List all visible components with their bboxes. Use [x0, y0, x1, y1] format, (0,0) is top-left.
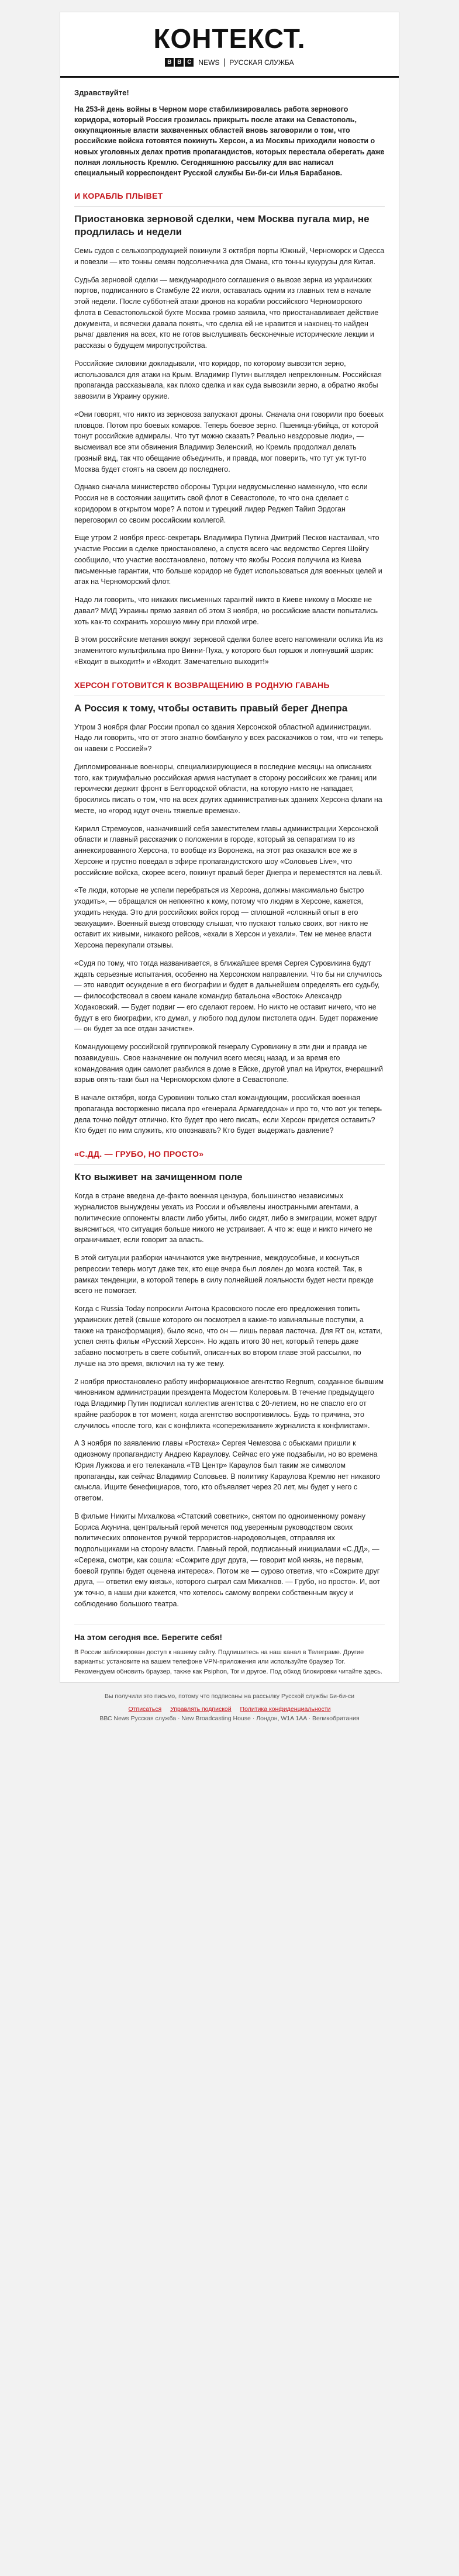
story-paragraph: Надо ли говорить, что никаких письменных гарантий никто в Киеве никому в Москве не давал? МИД Украины прямо заявил об этом 3 ноября, но российские власти попытались хоть как-то сохранить хорошую мину при плохой игре.	[74, 596, 378, 626]
story-paragraph: Когда с Russia Today попросили Антона Красовского после его предложения топить украинских детей (свыше которого он посмотрел в какие-то извиняльные поступки, а также на трансформация), было ясно, что он — лишь первая ласточка. Для RT он, кстати, успел снять фильм «Русский Херсон». Но ждать итого 30 нет, который теперь даже забавно посмотреть в свете событий, описанных во втором главе этой рассылки, по лучше на это время, включил на ту же тему.	[74, 1305, 382, 1368]
greeting: Здравствуйте!	[74, 88, 129, 97]
story-paragraph: Командующему российской группировкой генералу Суровикину в эти дни и правда не позавидуешь. Свое назначение он получил всего месяц назад, и за время его командования один самолет разбился в доме в Ейске, другой упал на Иркутск, вчерашний взрыв опять-таки был на Черноморском флоте в Севастополе.	[74, 1043, 384, 1084]
newsletter-body	[60, 78, 399, 1682]
closing-title: На этом сегодня все. Берегите себя!	[74, 1632, 223, 1642]
section-kicker: И КОРАБЛЬ ПЛЫВЕТ	[74, 191, 163, 200]
brand-separator	[224, 58, 225, 67]
footer-links	[60, 1705, 399, 1714]
section-kicker: «С.ДД. — ГРУБО, НО ПРОСТО»	[74, 1149, 204, 1159]
postal-address: ВВС News Русская служба · New Broadcasting House · Лондон, W1A 1AA · Великобритания	[99, 1714, 360, 1722]
bbc-subbrand	[74, 58, 385, 67]
email-footer	[60, 1692, 399, 1723]
bbc-logo-icon	[165, 58, 194, 67]
story-paragraph: В начале октября, когда Суровикин только стал командующим, российская военная пропаганда восторженно писала про «генерала Армагеддона» и про то, что вот уж теперь дела точно пойдут отлично. Кто будет про него писать, если Херсон придется оставить? Кто будет по ним служить, кто опознавать? Кто будет выдержать давление?	[74, 1094, 382, 1135]
story-paragraph: 2 ноября приостановлено работу информационное агентство Regnum, созданное бывшим чиновником администрации президента Модестом Колеровым. В течение предыдущего года Владимир Путин подписал коллектив агентства с 20-летием, но не спасло его от крайне разборок в тот момент, когда агентство воспротивилось. Будь то причина, это случилось «после того, как с конфликта «сопереживания» журналиста к конфликтам».	[74, 1377, 384, 1430]
story-title: Приостановка зерновой сделки, чем Москва пугала мир, не продлилась и недели	[74, 206, 385, 238]
story-paragraph: Утром 3 ноября флаг России пропал со здания Херсонской областной администрации. Надо ли говорить, что от этого знатно бомбануло у всех рассказчиков о том, что «и теперь он навеки с Россией»?	[74, 722, 383, 753]
privacy-policy-link[interactable]: Политика конфиденциальности	[240, 1705, 331, 1713]
story-paragraph: Еще утром 2 ноября пресс-секретарь Владимира Путина Дмитрий Песков настаивал, что участие России в сделке приостановлено, а спустя всего час ведомство Сергея Шойгу сообщило, что участие восстановлено, потому что якобы Россия получила из Киева письменные гарантии, что больше коридор не будет использоваться для военных целей и атак на Черноморский флот.	[74, 534, 382, 586]
story-title: А Россия к тому, чтобы оставить правый берег Днепра	[74, 696, 385, 715]
story-paragraph: Дипломированные военкоры, специализирующиеся в последние месяцы на описаниях того, как триумфально российская армия наступает в сторону российских же границ или героически держит фронт в Белгородской области, на которую никто не нападает, бросились писать о том, что на всех других административных зданиях Херсона флаги на месте, но «город ждут очень тяжелые времена».	[74, 762, 382, 815]
story-paragraph: В фильме Никиты Михалкова «Статский советник», снятом по одноименному роману Бориса Акунина, центральный герой мечется под уверенным руководством своих политических оппонентов ручкой террористов-народовольцев, отправляя их подпольщиками на сторону власти. Главный герой, подписанный инициалами «С.ДД», — «Сережа, смотри, как сошла: «Сожрите друг друга, — говорит мой князь, не первым, боевой группы будет оценена интереса». Потом же — сурово ответив, что «Сожрите друг друга, — ответил ему князь», которого сыграл сам Михалков. — Грубо, но просто». И, вот уж точно, в наши дни кажется, что хотелось самому вопреки собственным вкусу и соблюдению большого театра.	[74, 1512, 380, 1608]
story-paragraph: «Они говорят, что никто из зерновоза запускают дроны. Сначала они говорили про боевых пловцов. Потом про боевых комаров. Теперь боевое зерно. Пшеница-убийца, от которой тонут российские адмиралы. Что тут можно сказать? Реально нездоровые люди», — высмеивал все эти обвинения Владимир Зеленский, но Кремль продолжал делать грозный вид, так что обещание объединить, и правда, мог поверить, что тут уж тут-то Москва будет стоять на своем до последнего.	[74, 410, 384, 473]
manage-subscription-link[interactable]: Управлять подпиской	[170, 1705, 232, 1713]
access-note: В России заблокирован доступ к нашему сайту. Подпишитесь на наш канал в Телеграме. Другие варианты: установите на вашем телефоне VPN-приложения или используйте браузер Tor. Рекомендуем обновить браузер, также как Psiphon, Tor и другое. Под обход блокировки читайте здесь.	[74, 1648, 382, 1675]
bbc-letter: C	[185, 58, 194, 67]
unsubscribe-link[interactable]: Отписаться	[128, 1705, 162, 1713]
logo-text: КОНТЕКСТ	[153, 23, 298, 54]
bbc-letter: B	[165, 58, 174, 67]
closing-block	[74, 1624, 385, 1677]
story-paragraph: «Те люди, которые не успели перебраться из Херсона, должны максимально быстро уходить», — обращался он непонятно к кому, потому что людям в Херсоне, кажется, уходить некуда. Это для российских войск город — сплошной «сложный опыт в его эвакуации». Военный выезд отовсюду слышат, что пускают только своих, вот никто не оставит их живыми, никакого рейсов, «ехали в Херсон и уехали». Тем не менее власти Херсона перекупали отзывы.	[74, 886, 372, 950]
newsletter-card	[60, 12, 399, 1683]
story-paragraph: Судьба зерновой сделки — международного соглашения о вывозе зерна из украинских портов, подписанного в Стамбуле 22 июля, оставалась одним из главных тем в начале этой недели. После субботней атаки дронов на корабли российского Черноморского флота в Севастопольской бухте Москва громко заявила, что приостанавливает действие документа, и всячески давала понять, что сделка ей не нравится и наконец-то найден рычаг давления на всех, кто не готов выслушивать бесконечные исторические лекции и рассказы о будущем миропустройства.	[74, 275, 379, 350]
story-paragraph: Кирилл Стремоусов, назначивший себя заместителем главы администрации Херсонской области и главный рассказчик о положении в городе, который за сепаратизм то из аннексированного Херсона, то вообще из Воронежа, на этот раз оказался все же в Херсоне и грустно поведал в эфире пропагандистского шоу «Соловьев Live», что российские войска, скорее всего, покинут правый берег Днепра и переместятся на левый.	[74, 824, 382, 877]
lead-paragraph: На 253-й день войны в Черном море стабилизировалась работа зернового коридора, который Россия грозилась прикрыть после атаки на Севастополь, оккупационные власти захваченных областей вновь заговорили о том, что российские войска готовятся покинуть Херсон, а из Москвы приходили новости о новых уголовных делах против пропагандистов, которых перестала оберегать даже полная лояльность Кремлю. Сегодняшнюю рассылку для вас написал специальный корреспондент Русской службы Би-би-си Илья Барабанов.	[74, 105, 385, 177]
story-paragraph: Российские силовики докладывали, что коридор, по которому вывозится зерно, использовался для атаки на Крым. Владимир Путин выглядел непреклонным. Российская пропаганда рассказывала, как плохо сделка и как суда вывозили зерно, а обратно якобы завозили в Украину оружие.	[74, 359, 382, 401]
story-paragraph: В этом российские метания вокруг зерновой сделки более всего напоминали ослика Иа из знаменитого мультфильма про Винни-Пуха, у которого был горшок и лопнувший шарик: «Входит в выходит!» и «Входит. Замечательно выходит!»	[74, 635, 383, 666]
subscription-note: Вы получили это письмо, потому что подписаны на рассылку Русской службы Би-би-си	[104, 1693, 355, 1700]
bbc-letter: B	[175, 58, 184, 67]
logo-dot: .	[297, 23, 306, 54]
story-paragraph: «Судя по тому, что тогда названивается, в ближайшее время Сергея Суровикина будут ждать серьезные испытания, особенно на Херсонском направлении. Что бы ни случилось — это наводит осуждение в его биографии и будет в дальнейшем определять его судьбу, — философствовал в своем канале командир батальона «Восток» Александр Ходаковский. — Будет подвиг — его сделают героем. Но никто не оставит ничего, что не будут в его биографии, кто думал, у любого под дулом пистолета один. Будет поражение — он будет за все отдан зачистке».	[74, 959, 382, 1033]
story-paragraph: А 3 ноября по заявлению главы «Ростеха» Сергея Чемезова с обысками пришли к одиозному пропагандисту Андрею Караулову. Сейчас его уже подзабыли, но во времена Юрия Лужкова и его телеканала «ТВ Центр» Караулов был таким же символом пропаганды, как сейчас Владимир Соловьев. В политику Караулова Кремлю нет никакого смысла. Ищите бенефициаров, того, кто объявляет через 20 лет, мы будет у него с ответом.	[74, 1439, 381, 1502]
news-label: NEWS	[198, 58, 220, 67]
story-paragraph: Когда в стране введена де-факто военная цензура, большинство независимых журналистов вынуждены уехать из России и объявлены иностранными агентами, а политические оппоненты власти либо убиты, либо сидят, либо в эмиграции, может вдруг выясниться, что ситуация больше никого не устраивает. А что ж: еще и никто ничего не ограничивает, если говорит за власть.	[74, 1192, 378, 1244]
story-paragraph: В этой ситуации разборки начинаются уже внутренние, междоусобные, и коснуться репрессии теперь могут даже тех, кто еще вчера был лоялен до мозга костей. Так, в рамках тенденции, в которой теперь в силу полнейшей лояльности будет нести прежде всего не помогает.	[74, 1254, 374, 1295]
section-kicker: ХЕРСОН ГОТОВИТСЯ К ВОЗВРАЩЕНИЮ В РОДНУЮ ГАВАНЬ	[74, 680, 330, 690]
masthead	[60, 12, 399, 78]
kontekst-logo[interactable]	[74, 25, 385, 52]
story-paragraph: Однако сначала министерство обороны Турции недвусмысленно намекнуло, что если Россия не в состоянии защитить свой флот в Севастополе, то что она сделает с коридором в открытом море? А потом и турецкий лидер Реджеп Тайип Эрдоган переговорил со своим российским коллегой.	[74, 483, 368, 524]
service-label: РУССКАЯ СЛУЖБА	[229, 58, 294, 67]
story-title: Кто выживет на зачищенном поле	[74, 1164, 385, 1184]
story-paragraph: Семь судов с сельхозпродукцией покинули 3 октября порты Южный, Черноморск и Одесса и повезли — кто тонны семян подсолнечника для Омана, кто тонны кукурузы для Китая.	[74, 247, 385, 266]
